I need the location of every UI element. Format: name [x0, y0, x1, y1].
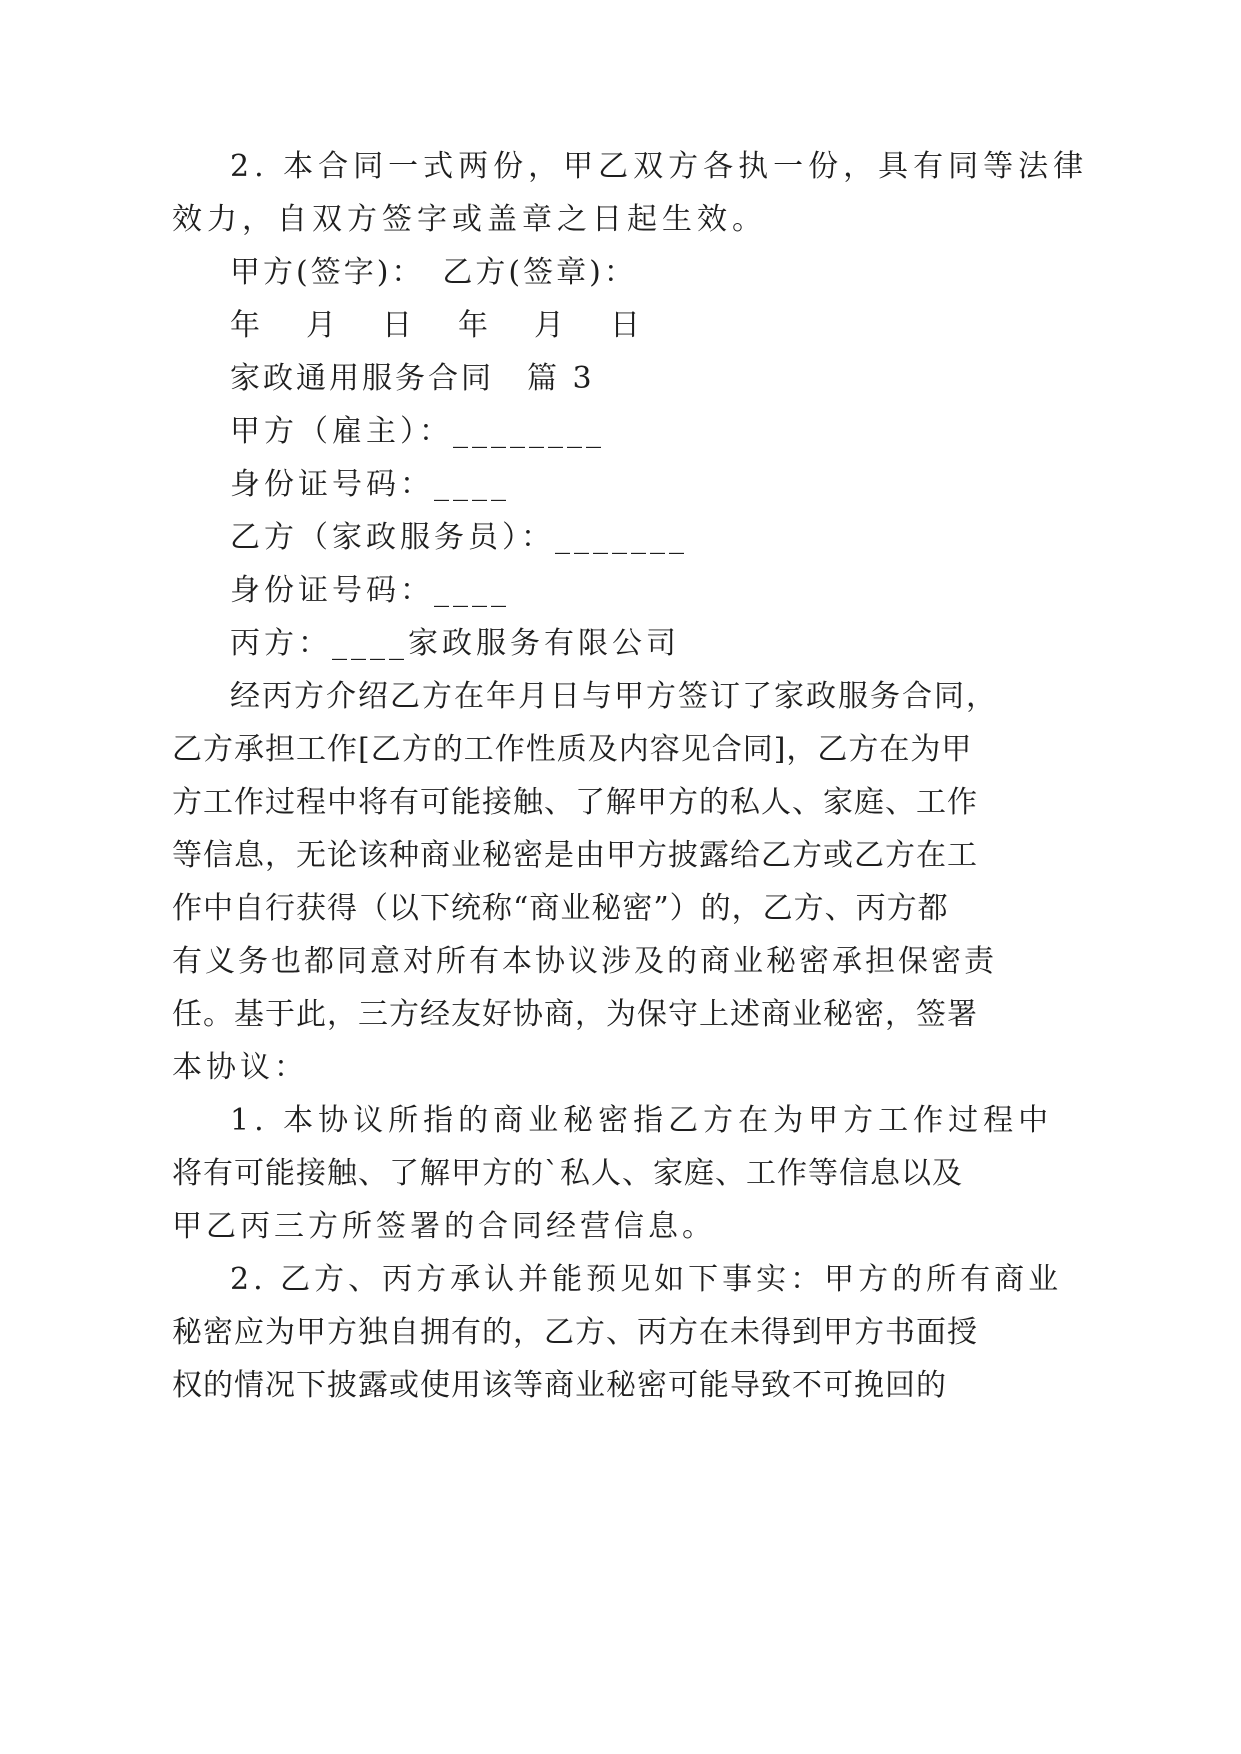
- text-line: 身份证号码：____: [230, 573, 510, 608]
- text-line: 本协议：: [172, 1050, 308, 1085]
- text-line: 经丙方介绍乙方在年月日与甲方签订了家政服务合同，: [230, 679, 998, 714]
- text-line: 有义务也都同意对所有本协议涉及的商业秘密承担保密责: [172, 944, 997, 979]
- text-line: 方工作过程中将有可能接触、了解甲方的私人、家庭、工作: [172, 785, 978, 820]
- text-line: 权的情况下披露或使用该等商业秘密可能导致不可挽回的: [172, 1368, 947, 1403]
- text-line: 2. 本合同一式两份，甲乙双方各执一份，具有同等法律: [230, 149, 1089, 184]
- text-line: 丙方：____家政服务有限公司: [230, 626, 680, 661]
- text-line: 乙方承担工作[乙方的工作性质及内容见合同]，乙方在为甲: [172, 732, 973, 767]
- text-line: 等信息，无论该种商业秘密是由甲方披露给乙方或乙方在工: [172, 838, 978, 873]
- text-line: 2. 乙方、丙方承认并能预见如下事实：甲方的所有商业: [230, 1262, 1063, 1297]
- text-line: 作中自行获得（以下统称“商业秘密”）的，乙方、丙方都: [172, 891, 949, 926]
- text-line: 乙方（家政服务员）：_______: [230, 520, 688, 555]
- text-line: 秘密应为甲方独自拥有的，乙方、丙方在未得到甲方书面授: [172, 1315, 978, 1350]
- text-line: 身份证号码：____: [230, 467, 510, 502]
- text-line: 家政通用服务合同 篇 3: [230, 361, 595, 396]
- text-line: 甲方（雇主）：________: [230, 414, 605, 449]
- text-line: 将有可能接触、了解甲方的`私人、家庭、工作等信息以及: [172, 1156, 963, 1191]
- text-line: 甲乙丙三方所签署的合同经营信息。: [172, 1209, 716, 1244]
- text-line: 效力，自双方签字或盖章之日起生效。: [172, 202, 767, 237]
- text-line: 任。基于此，三方经友好协商，为保守上述商业秘密，签署: [172, 997, 978, 1032]
- text-line: 甲方(签字)： 乙方(签章)：: [230, 255, 637, 290]
- text-line: 年 月 日 年 月 日: [230, 308, 648, 343]
- text-line: 1. 本协议所指的商业秘密指乙方在为甲方工作过程中: [230, 1103, 1054, 1138]
